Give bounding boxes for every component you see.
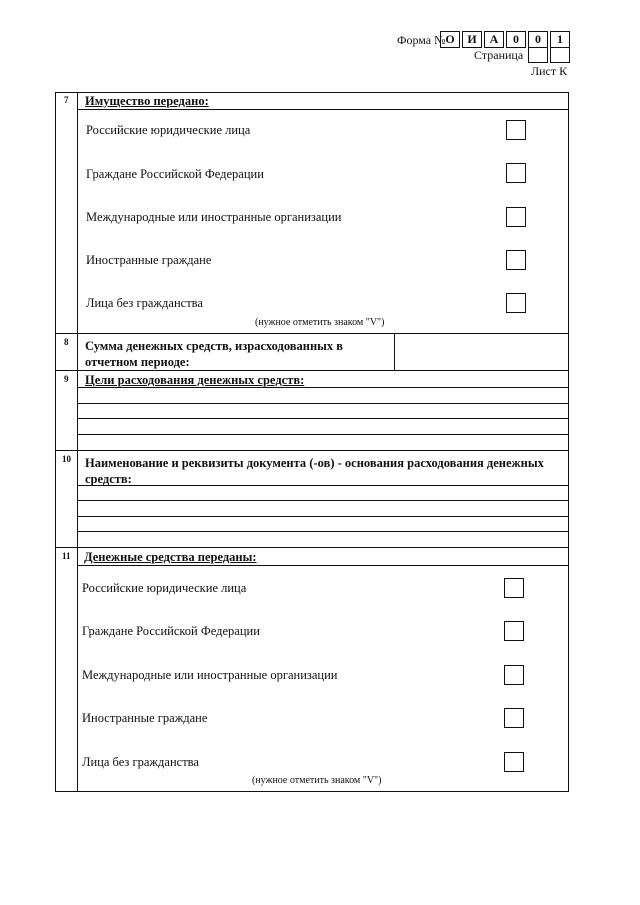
section-7-option-label: Граждане Российской Федерации xyxy=(86,167,264,181)
section-9-title: Цели расходования денежных средств: xyxy=(85,373,305,387)
section-10-number: 10 xyxy=(62,454,71,464)
section-divider xyxy=(55,450,569,451)
form-code-cell: О xyxy=(440,31,460,48)
section-7-option-label: Международные или иностранные организации xyxy=(86,210,342,224)
section-7-option-label: Иностранные граждане xyxy=(86,253,212,267)
section-7-title: Имущество передано: xyxy=(85,94,209,108)
section-11-title-underline xyxy=(77,565,569,566)
form-code-cell: 1 xyxy=(550,31,570,48)
section-8-amount-field[interactable] xyxy=(396,335,567,368)
section-10-entry-line[interactable] xyxy=(77,500,569,501)
section-9-entry-line[interactable] xyxy=(77,418,569,419)
section-7-checkbox[interactable] xyxy=(506,163,526,183)
section-7-checkbox[interactable] xyxy=(506,120,526,140)
section-11-note: (нужное отметить знаком "V") xyxy=(252,775,382,786)
section-9-entry-line[interactable] xyxy=(77,434,569,435)
section-11-option-label: Международные или иностранные организации xyxy=(82,668,338,682)
section-8-amount-divider xyxy=(394,333,395,370)
form-code-cell: 0 xyxy=(528,31,548,48)
sheet-label: Лист К xyxy=(531,64,568,78)
section-8-number: 8 xyxy=(64,337,69,347)
section-11-option-label: Граждане Российской Федерации xyxy=(82,624,260,638)
section-11-option-label: Лица без гражданства xyxy=(82,755,199,769)
section-11-checkbox[interactable] xyxy=(504,621,524,641)
section-9-number: 9 xyxy=(64,374,69,384)
section-10-entry-line[interactable] xyxy=(77,531,569,532)
form-number-label: Форма № xyxy=(397,33,446,47)
section-7-title-underline xyxy=(77,109,569,110)
section-10-title-line1: Наименование и реквизиты документа (-ов) - основания расходования денежных xyxy=(85,456,544,470)
section-8-title-line2: отчетном периоде: xyxy=(85,355,190,369)
section-11-checkbox[interactable] xyxy=(504,665,524,685)
section-divider xyxy=(55,370,569,371)
section-10-title-line2: средств: xyxy=(85,472,132,486)
form-code-cell: 0 xyxy=(506,31,526,48)
page-label: Страница xyxy=(474,48,524,62)
section-11-checkbox[interactable] xyxy=(504,752,524,772)
section-11-checkbox[interactable] xyxy=(504,708,524,728)
form-code-cell: А xyxy=(484,31,504,48)
form-code-cell: И xyxy=(462,31,482,48)
section-divider xyxy=(55,333,569,334)
section-9-entry-line[interactable] xyxy=(77,387,569,388)
section-11-checkbox[interactable] xyxy=(504,578,524,598)
section-7-checkbox[interactable] xyxy=(506,250,526,270)
form-frame xyxy=(55,92,569,792)
section-10-entry-line[interactable] xyxy=(77,516,569,517)
section-8-title-line1: Сумма денежных средств, израсходованных в xyxy=(85,339,344,353)
section-11-option-label: Российские юридические лица xyxy=(82,581,247,595)
section-divider xyxy=(55,547,569,548)
number-column-divider xyxy=(77,92,78,792)
section-7-option-label: Лица без гражданства xyxy=(86,296,203,310)
section-7-note: (нужное отметить знаком "V") xyxy=(255,317,385,328)
section-11-number: 11 xyxy=(62,551,71,561)
section-11-option-label: Иностранные граждане xyxy=(82,711,208,725)
section-7-number: 7 xyxy=(64,95,69,105)
page-number-box[interactable] xyxy=(528,47,548,63)
section-11-title: Денежные средства переданы: xyxy=(84,550,257,564)
section-7-checkbox[interactable] xyxy=(506,207,526,227)
section-7-checkbox[interactable] xyxy=(506,293,526,313)
section-7-option-label: Российские юридические лица xyxy=(86,123,251,137)
section-9-entry-line[interactable] xyxy=(77,403,569,404)
section-10-entry-line[interactable] xyxy=(77,485,569,486)
page-number-box[interactable] xyxy=(550,47,570,63)
